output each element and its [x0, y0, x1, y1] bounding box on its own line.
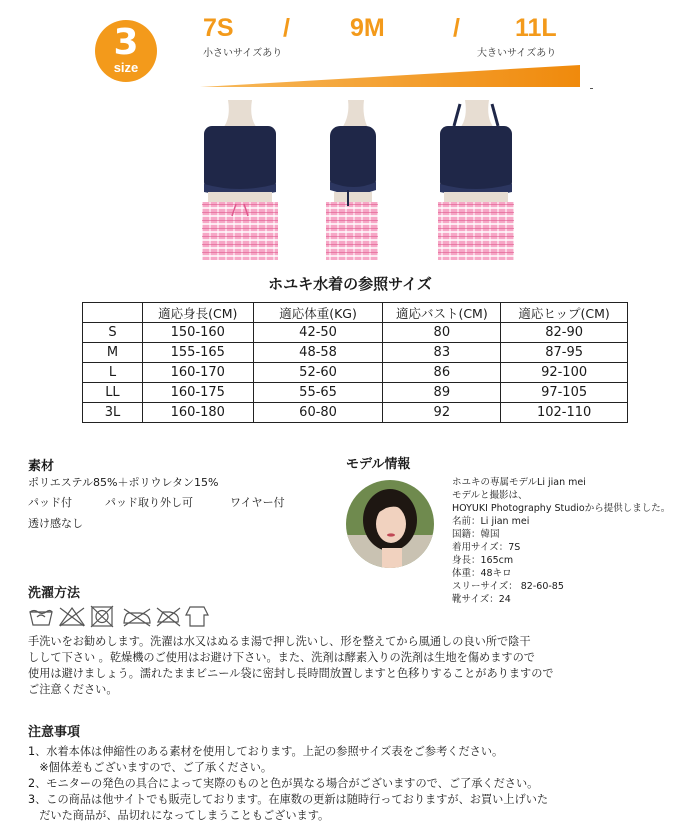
product-photos — [190, 100, 520, 265]
table-cell: 80 — [383, 323, 501, 343]
size-table-header-row — [83, 303, 628, 323]
model-info-line: 名前：Li jian mei — [452, 516, 530, 527]
care-text-line: しして下さい 。乾燥機のご使用はお避け下さい。また、洗剤は酵素入りの洗剤は生地を傷めますので — [28, 651, 535, 664]
table-header-height: 適応身長(CM) — [142, 303, 253, 323]
material-see-through: 透け感なし — [28, 517, 83, 530]
table-cell: M — [83, 343, 143, 363]
decorative-dot — [590, 88, 593, 89]
care-text-line: 使用は避けましょう。濡れたままビニール袋に密封し長時間放置しますと色移りすることがありますので — [28, 667, 554, 680]
model-info-line: 体重：48キロ — [452, 568, 512, 579]
care-instructions — [28, 634, 588, 698]
model-info-line: 着用サイズ：7S — [452, 542, 521, 553]
model-info-line: モデルと撮影は、 — [452, 490, 528, 501]
table-header-corner — [83, 303, 143, 323]
table-cell: 52-60 — [253, 363, 383, 383]
table-cell: 83 — [383, 343, 501, 363]
note-line: 2、モニターの発色の具合によって実際のものと色が異なる場合がございますので、ご了承ください。 — [28, 777, 539, 790]
table-cell: 155-165 — [142, 343, 253, 363]
table-row — [83, 383, 628, 403]
size-separator: / — [453, 14, 460, 42]
care-heading: 洗濯方法 — [28, 586, 81, 601]
no-bleach-icon — [60, 608, 84, 626]
table-cell: 92-100 — [501, 363, 628, 383]
table-row — [83, 363, 628, 383]
table-header-weight: 適応体重(KG) — [253, 303, 383, 323]
material-pad-removable: パッド取り外し可 — [105, 496, 193, 509]
note-line: 1、水着本体は伸縮性のある素材を使用しております。上記の参照サイズ表をご参考ください。 — [28, 745, 504, 758]
table-cell: 60-80 — [253, 403, 383, 423]
size-table-title: ホユキ水着の参照サイズ — [268, 275, 432, 293]
no-iron-icon — [124, 609, 150, 626]
no-tumble-dry-icon — [91, 606, 113, 627]
model-info-text — [452, 476, 697, 606]
table-cell: 89 — [383, 383, 501, 403]
model-info-heading: モデル情報 — [346, 457, 411, 472]
material-heading: 素材 — [28, 459, 55, 474]
table-cell: 87-95 — [501, 343, 628, 363]
material-pad: パッド付 — [28, 496, 72, 509]
model-info-line: 身長：165cm — [452, 555, 514, 566]
size-large: 11L — [515, 14, 557, 42]
size-medium: 9M — [350, 14, 385, 42]
note-line: 3、この商品は他サイトでも販売しております。在庫数の更新は随時行っておりますが、お買い上げいた — [28, 793, 549, 806]
product-photo-back — [438, 100, 514, 260]
table-row — [83, 403, 628, 423]
table-header-bust: 適応バスト(CM) — [383, 303, 501, 323]
size-small: 7S — [203, 14, 234, 42]
model-info-line: スリーサイズ： 82-60-85 — [452, 581, 564, 592]
table-cell: 160-170 — [142, 363, 253, 383]
note-line: だいた商品が、品切れになってしまうこともございます。 — [28, 809, 330, 822]
small-size-note: 小さいサイズあり — [203, 48, 283, 59]
large-size-note: 大きいサイズあり — [477, 48, 557, 59]
model-info-line: HOYUKI Photography Studioから提供しました。 — [452, 503, 671, 514]
model-portrait-icon — [346, 480, 434, 568]
notes-list — [28, 744, 608, 824]
care-text-line: 手洗いをお勧めします。洗濯は水又はぬるま湯で押し洗いし、形を整えてから風通しの良い所で陰干 — [28, 635, 531, 648]
table-cell: 42-50 — [253, 323, 383, 343]
hand-wash-icon — [30, 611, 52, 626]
table-cell: 97-105 — [501, 383, 628, 403]
notes-heading: 注意事項 — [28, 725, 81, 740]
size-separator: / — [283, 14, 290, 42]
no-dry-clean-icon — [157, 608, 180, 626]
model-photo — [346, 480, 434, 568]
table-row — [83, 343, 628, 363]
table-cell: 55-65 — [253, 383, 383, 403]
size-count-label: size — [113, 60, 139, 75]
model-info-line: 国籍：韓国 — [452, 529, 500, 540]
size-table — [82, 302, 628, 423]
table-cell: 86 — [383, 363, 501, 383]
table-cell: 48-58 — [253, 343, 383, 363]
table-cell: 3L — [83, 403, 143, 423]
product-photo-side — [326, 100, 378, 260]
table-cell: 150-160 — [142, 323, 253, 343]
line-dry-icon — [186, 607, 208, 626]
care-text-line: ご注意ください。 — [28, 683, 118, 696]
care-icons — [28, 604, 213, 628]
model-info-line: 靴サイズ：24 — [452, 594, 511, 605]
table-cell: L — [83, 363, 143, 383]
table-cell: LL — [83, 383, 143, 403]
table-cell: 102-110 — [501, 403, 628, 423]
size-gradient-bar — [200, 63, 580, 89]
table-row — [83, 323, 628, 343]
note-line: ※個体差もございますので、ご了承ください。 — [28, 761, 273, 774]
table-cell: 160-175 — [142, 383, 253, 403]
model-info-line: ホユキの専属モデルLi jian mei — [452, 477, 586, 488]
size-count-number: 3 — [113, 22, 139, 63]
table-cell: S — [83, 323, 143, 343]
table-cell: 160-180 — [142, 403, 253, 423]
table-header-hip: 適応ヒップ(CM) — [501, 303, 628, 323]
product-photo-front — [202, 100, 278, 260]
material-wire: ワイヤー付 — [230, 496, 285, 509]
size-count-badge — [95, 20, 157, 82]
table-cell: 92 — [383, 403, 501, 423]
table-cell: 82-90 — [501, 323, 628, 343]
material-composition: ポリエステル85%＋ポリウレタン15% — [28, 476, 219, 489]
